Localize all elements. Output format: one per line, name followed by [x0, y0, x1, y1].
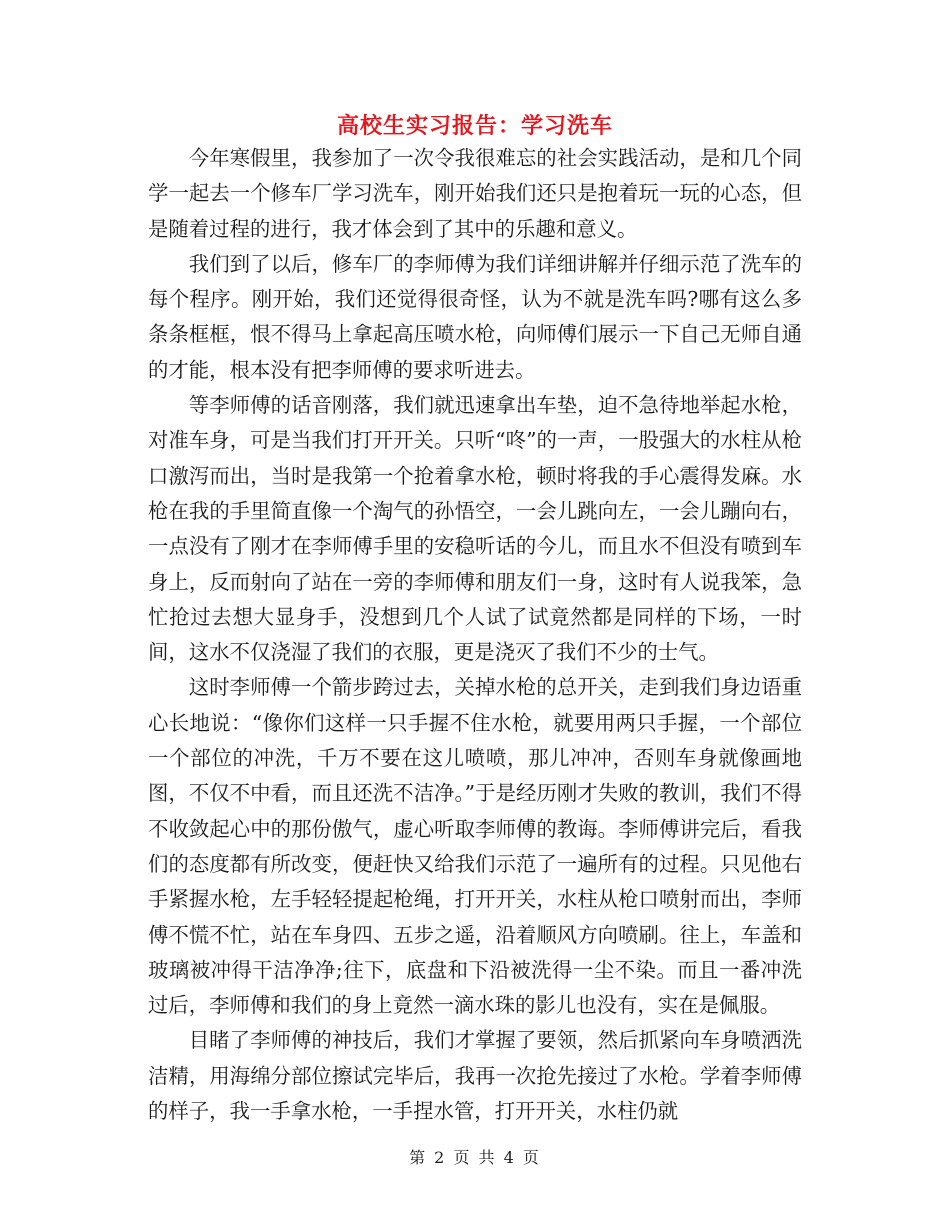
paragraph-4: 这时李师傅一个箭步跨过去，关掉水枪的总开关，走到我们身边语重心长地说：“像你们这样一只手握不住水枪，就要用两只手握，一个部位一个部位的冲洗，千万不要在这儿喷喷，那儿冲冲，否则车身就像画地图，不仅不中看，而且还洗不洁净。”于是经历刚才失败的教训，我们不得不收敛起心中的那份傲气，虚心听取李师傅的教诲。李师傅讲完后，看我们的态度都有所改变，便赶快又给我们示范了一遍所有的过程。只见他右手紧握水枪，左手轻轻提起枪绳，打开开关，水柱从枪口喷射而出，李师傅不慌不忙，站在车身四、五步之遥，沿着顺风方向喷刷。往上，车盖和玻璃被冲得干洁净净;往下，底盘和下沿被洗得一尘不染。而且一番冲洗过后，李师傅和我们的身上竟然一滴水珠的影儿也没有，实在是佩服。: [148, 675, 802, 1018]
paragraph-1: 今年寒假里，我参加了一次令我很难忘的社会实践活动，是和几个同学一起去一个修车厂学习洗车，刚开始我们还只是抱着玩一玩的心态，但是随着过程的进行，我才体会到了其中的乐趣和意义。: [148, 146, 802, 241]
document-title: 高校生实习报告：学习洗车: [336, 113, 613, 139]
page-number-footer: 第 2 页 共 4 页: [409, 1148, 541, 1167]
paragraph-5: 目睹了李师傅的神技后，我们才掌握了要领，然后抓紧向车身喷洒洗洁精，用海绵分部位擦试完毕后，我再一次抢先接过了水枪。学着李师傅的样子，我一手拿水枪，一手捏水管，打开开关，水柱仍就: [148, 1028, 802, 1124]
paragraph-3: 等李师傅的话音刚落，我们就迅速拿出车垫，迫不急待地举起水枪，对准车身，可是当我们打开开关。只听“咚”的一声，一股强大的水柱从枪口激泻而出，当时是我第一个抢着拿水枪，顿时将我的手心震得发麻。水枪在我的手里简直像一个淘气的孙悟空，一会儿跳向左，一会儿蹦向右，一点没有了刚才在李师傅手里的安稳听话的今儿，而且水不但没有喷到车身上，反而射向了站在一旁的李师傅和朋友们一身，这时有人说我笨，急忙抢过去想大显身手，没想到几个人试了试竟然都是同样的下场，一时间，这水不仅浇湿了我们的衣服，更是浇灭了我们不少的士气。: [148, 393, 802, 665]
paragraph-2: 我们到了以后，修车厂的李师傅为我们详细讲解并仔细示范了洗车的每个程序。刚开始，我们还觉得很奇怪，认为不就是洗车吗?哪有这么多条条框框，恨不得马上拿起高压喷水枪，向师傅们展示一下自己无师自通的才能，根本没有把李师傅的要求听进去。: [148, 251, 802, 382]
document-body: [148, 141, 802, 1129]
